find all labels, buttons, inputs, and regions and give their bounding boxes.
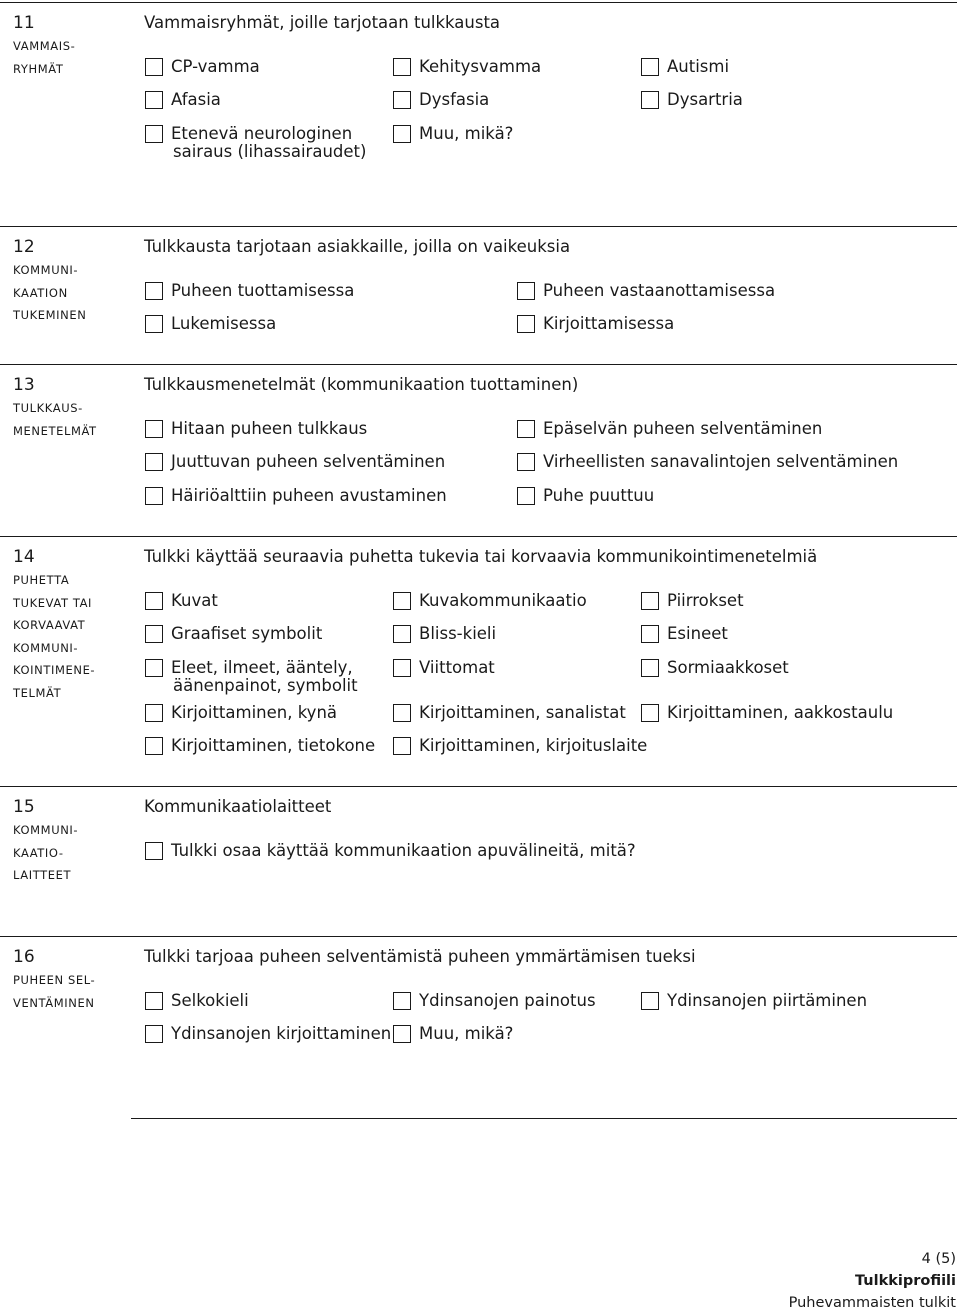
checkbox-option[interactable]: Muu, mikä? [393,125,513,143]
checkbox-option[interactable]: Muu, mikä? [393,1025,513,1043]
bottom-divider [131,1118,957,1119]
checkbox-option[interactable]: Häiriöalttiin puheen avustaminen [145,487,447,505]
checkbox[interactable] [145,704,163,722]
footer-title: Tulkkiprofiili [855,1273,956,1289]
checkbox[interactable] [393,58,411,76]
section-side-label [13,795,131,887]
checkbox-option[interactable]: Puhe puuttuu [517,487,654,505]
checkbox[interactable] [641,625,659,643]
checkbox[interactable] [145,91,163,109]
checkbox[interactable] [145,992,163,1010]
section-number: 12 [13,237,35,257]
checkbox-option[interactable]: Lukemisessa [145,315,276,333]
checkbox[interactable] [145,58,163,76]
section-tag: RYHMÄT [13,61,64,76]
section-divider [0,2,957,3]
checkbox[interactable] [641,91,659,109]
checkbox[interactable] [393,625,411,643]
checkbox[interactable] [517,282,535,300]
checkbox-option[interactable]: Afasia [145,91,221,109]
section-divider [0,936,957,937]
section-number: 15 [13,797,35,817]
page-number: 4 (5) [921,1251,956,1267]
section-tag: VAMMAIS- [13,39,76,53]
checkbox[interactable] [145,659,163,677]
checkbox-option[interactable]: Epäselvän puheen selventäminen [517,420,822,438]
checkbox[interactable] [145,282,163,300]
checkbox-option[interactable]: Ydinsanojen kirjoittaminen [145,1025,391,1043]
section-heading: Tulkki käyttää seuraavia puhetta tukevia tai korvaavia kommunikointimenetelmiä [144,547,818,566]
section-heading: Tulkkausta tarjotaan asiakkaille, joilla on vaikeuksia [144,237,571,256]
section-number: 14 [13,547,35,567]
section-tag: KOMMUNI- [13,823,79,837]
section-number: 13 [13,375,35,395]
checkbox-option[interactable]: Autismi [641,58,729,76]
checkbox-option[interactable]: Bliss-kieli [393,625,496,643]
checkbox-option[interactable]: Kirjoittaminen, kirjoituslaite [393,737,647,755]
checkbox[interactable] [641,704,659,722]
section-heading: Kommunikaatiolaitteet [144,797,332,816]
checkbox-option[interactable]: Kuvat [145,592,218,610]
checkbox-option[interactable]: Kirjoittaminen, sanalistat [393,704,626,722]
checkbox-option[interactable]: Ydinsanojen painotus [393,992,596,1010]
section-divider [0,786,957,787]
checkbox-option[interactable]: Viittomat [393,659,495,677]
checkbox[interactable] [145,487,163,505]
checkbox[interactable] [145,1025,163,1043]
section-tag: TUKEVAT TAI [13,595,93,610]
checkbox[interactable] [517,315,535,333]
section-divider [0,226,957,227]
section-side-label [13,235,131,327]
section-tag: LAITTEET [13,868,72,882]
section-divider [0,364,957,365]
checkbox[interactable] [145,592,163,610]
section-divider [0,536,957,537]
checkbox[interactable] [393,91,411,109]
checkbox-option[interactable]: Graafiset symbolit [145,625,322,643]
checkbox-option[interactable]: Kirjoittaminen, aakkostaulu [641,704,893,722]
checkbox[interactable] [145,125,163,143]
section-heading: Tulkki tarjoaa puheen selventämistä puheen ymmärtämisen tueksi [144,947,696,966]
checkbox-option[interactable]: Sormiaakkoset [641,659,789,677]
checkbox[interactable] [393,592,411,610]
section-number: 16 [13,947,35,967]
footer-subtitle: Puhevammaisten tulkit [788,1295,956,1311]
section-tag: PUHETTA [13,573,70,587]
section-tag: TUKEMINEN [13,308,87,322]
checkbox-option[interactable]: Kirjoittamisessa [517,315,674,333]
checkbox[interactable] [517,453,535,471]
section-side-label [13,11,131,80]
section-tag: KOINTIMENE- [13,663,96,677]
checkbox[interactable] [393,737,411,755]
checkbox-option[interactable]: Ydinsanojen piirtäminen [641,992,867,1010]
section-heading: Vammaisryhmät, joille tarjotaan tulkkausta [144,13,501,32]
section-tag: KOMMUNI- [13,263,79,277]
section-tag: MENETELMÄT [13,423,97,438]
section-tag: PUHEEN SEL- [13,973,96,987]
checkbox-option[interactable]: Etenevä neurologinen sairaus (lihassairaudet) [145,125,366,161]
checkbox[interactable] [145,842,163,860]
checkbox-option[interactable]: Kirjoittaminen, kynä [145,704,337,722]
section-side-label [13,373,131,442]
section-side-label [13,945,131,1014]
checkbox[interactable] [145,420,163,438]
checkbox-option[interactable]: Puheen tuottamisessa [145,282,354,300]
checkbox-option[interactable]: Hitaan puheen tulkkaus [145,420,367,438]
section-tag: KORVAAVAT [13,618,86,632]
checkbox[interactable] [145,453,163,471]
checkbox[interactable] [393,1025,411,1043]
checkbox-option[interactable]: Kuvakommunikaatio [393,592,587,610]
checkbox[interactable] [641,659,659,677]
section-number: 11 [13,13,35,33]
checkbox-option[interactable]: Virheellisten sanavalintojen selventäminen [517,453,898,471]
checkbox-option[interactable]: Juuttuvan puheen selventäminen [145,453,445,471]
checkbox[interactable] [145,737,163,755]
checkbox[interactable] [145,625,163,643]
checkbox-option[interactable]: Piirrokset [641,592,744,610]
section-tag: VENTÄMINEN [13,995,95,1010]
checkbox[interactable] [641,592,659,610]
checkbox[interactable] [393,659,411,677]
checkbox-option[interactable]: Puheen vastaanottamisessa [517,282,775,300]
section-tag: TELMÄT [13,685,62,700]
checkbox-option[interactable]: CP-vamma [145,58,260,76]
section-side-label [13,545,131,704]
checkbox[interactable] [641,992,659,1010]
checkbox[interactable] [641,58,659,76]
checkbox-option[interactable]: Dysartria [641,91,743,109]
checkbox-option[interactable]: Esineet [641,625,728,643]
section-heading: Tulkkausmenetelmät (kommunikaation tuottaminen) [144,375,579,394]
section-tag: KOMMUNI- [13,640,79,655]
checkbox[interactable] [393,992,411,1010]
checkbox[interactable] [393,125,411,143]
section-tag: TULKKAUS- [13,401,83,415]
section-tag: KAATIO- [13,845,64,860]
checkbox-option[interactable]: Eleet, ilmeet, ääntely, äänenpainot, symbolit [145,659,358,695]
checkbox[interactable] [145,315,163,333]
section-tag: KAATION [13,285,68,300]
checkbox-option[interactable]: Dysfasia [393,91,489,109]
checkbox-option[interactable]: Selkokieli [145,992,249,1010]
checkbox-option[interactable]: Kirjoittaminen, tietokone [145,737,375,755]
checkbox[interactable] [517,487,535,505]
checkbox[interactable] [393,704,411,722]
checkbox-option[interactable]: Tulkki osaa käyttää kommunikaation apuvälineitä, mitä? [145,842,636,860]
checkbox[interactable] [517,420,535,438]
checkbox-option[interactable]: Kehitysvamma [393,58,541,76]
